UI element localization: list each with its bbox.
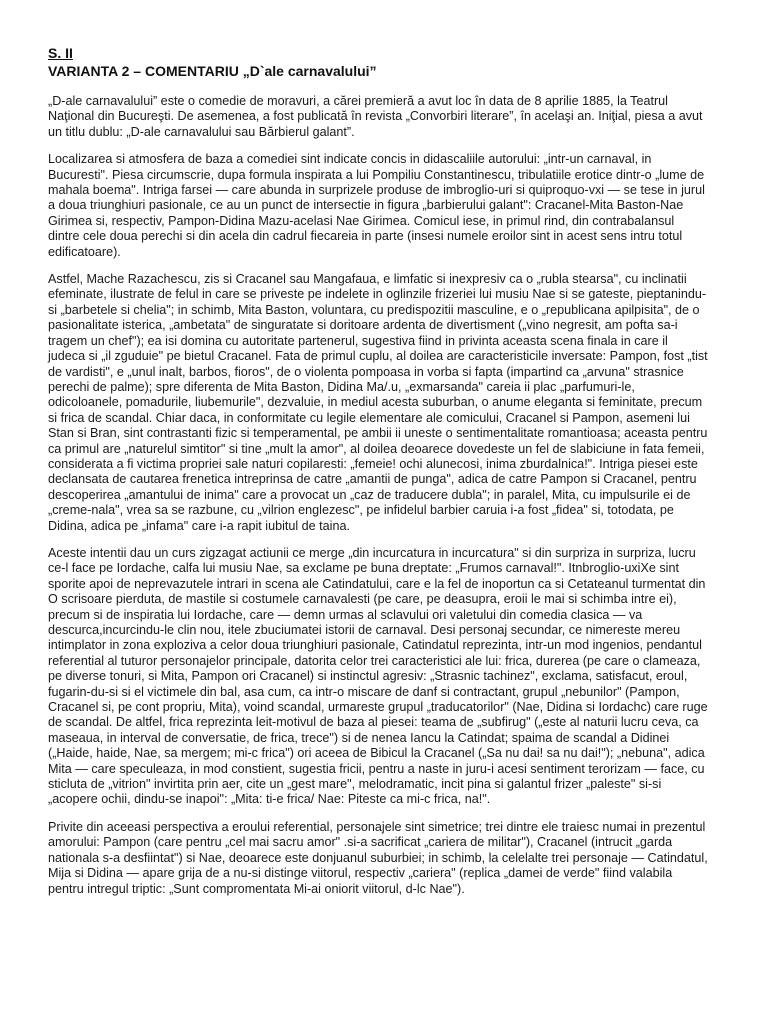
section-label: S. II	[48, 45, 73, 61]
page-title: VARIANTA 2 – COMENTARIU „D`ale carnavalului”	[48, 63, 377, 79]
paragraph-intro: „D-ale carnavalului” este o comedie de moravuri, a cărei premieră a avut loc în data de 8 aprilie 1885, la Teatrul Naţional din Bucureşti. De asemenea, a fost publicată în revista „Convorbiri literare”, în acelaşi an. Iniţial, piesa a avut un titlu dublu: „D-ale carnavalului sau Bărbierul galant”.	[48, 94, 703, 139]
paragraph-symmetry: Privite din aceeasi perspectiva a eroului referential, personajele sint simetrice; trei dintre ele traiesc numai in prezentul amorului: Pampon (care pentru „cel mai sacru amor" .si-a sacrificat „cariera de militar"), Cracanel (intrucit „garda nationala s-a desfiintat") si Nae, deoarece este donjuanul suburbiei; in schimb, la celelalte trei personaje — Catindatul, Mija si Didina — apare grija de a nu-si distinge viitorul, respectiv „cariera" (replica „damei de verde" fiind valabila pentru intregul triptic: „Sunt compromentata Mi-ai oniorit viitorul, d-lc Nae").	[48, 819, 708, 896]
paragraph-intrigue: Aceste intentii dau un curs zigzagat actiunii ce merge „din incurcatura in incurcatura" si din surpriza in surpriza, lucru ce-l face pe Iordache, calfa lui musiu Nae, sa exclame pe buna dreptate: „Frumos carnaval!". Itnbroglio-uxiXe sint sporite apoi de neprevazutele intrari in scena ale Catindatului, care e la fel de inoportun ca si Cetateanul turmentat din O scrisoare pierduta, de mastile si costumele carnavalesti (pe care, pe deasupra, eroii le mai si schimba intre ei), precum si de inspiratia lui Iordache, care — demn urmas al sclavului ori valetului din comedia clasica — va descurca,incurcindu-le clin nou, itele zbuciumatei istorii de carnaval. Desi personaj secundar, ce nimereste mereu intimplator in zona exploziva a celor doua triunghiuri pasionale, Catindatul reprezinta, intr-un mod ingenios, pendantul referential al tuturor personajelor principale, datorita celor trei caracteristici ale lui: frica, durerea (pe care o clameaza, pe diverse tonuri, si Mita, Pampon ori Cracanel) si instinctul agresiv: „Strasnic tachinez", exclama, satisfacut, eroul, fugarin-du-si si el victimele din bal, asa cum, ca intr-o miscare de danf si contractant, grupul „nebunilor" (Pampon, Cracanel si, pe cont propriu, Mita), voind scandal, urmareste grupul „traducatorilor" (Nae, Didina si Iordachc) care ruge de scandal. De altfel, frica reprezinta leit-motivul de baza al piesei: teama de „subfirug" („este al naturii lucru ceva, ca maseaua, in interval de conversatie, de frica, trece") si de nenea Iancu la Catindat; spaima de scandal a Didinei („Haide, haide, Nae, sa mergem; mi-c frica") ori aceea de Bibicul la Cracanel („Sa nu dai! sa nu dai!"); „nebuna", adica Mita — care speculeaza, in mod constient, sugestia fricii, pentru a naste in juru-i acesi sentiment terorizam — face, cu sticluta de „vitrion" invirtita prin aer, cite un „gest mare", melodramatic, incit pina si galantul frizer „paleste" si-si „acopere ochii, dindu-se inapoi": „Mita: ti-e frica/ Nae: Piteste ca mi-c frica, na!".	[48, 545, 708, 807]
paragraph-localization: Localizarea si atmosfera de baza a comediei sint indicate concis in didascaliile autorului: „intr-un carnaval, in Bucuresti". Piesa circumscrie, dupa formula inspirata a lui Pompiliu Constantinescu, tribulatiile erotice dintr-o „lume de mahala boema". Intriga farsei — care abunda in surprizele produse de imbroglio-uri si quiproquo-vxi — se tese in jurul a doua triunghiuri pasionale, ce au un punct de intersectie in figura „barbierului galant": Cracanel-Mita Baston-Nae Girimea si, respectiv, Pampon-Didina Mazu-acelasi Nae Girimea. Comicul iese, in primul rind, din contrabalansul dintre cele doua perechi si din acela din cadrul fiecareia in parte (insesi numele eroilor sint in acest sens intru totul edificatoare).	[48, 152, 705, 259]
paragraph-characters: Astfel, Mache Razachescu, zis si Cracanel sau Mangafaua, e limfatic si inexpresiv ca o „rubla stearsa", cu inclinatii efeminate, ilustrate de felul in care se priveste pe indelete in oglinzile frizeriei lui musiu Nae si se gateste, pieptanindu-si „barbetele si chelia"; in schimb, Mita Baston, voluntara, cu predispozitii masculine, e o „republicana apilpisita", de o pasionalitate isterica, „ambetata" de singuratate si doritoare ardenta de divertisment („vino negresit, am pofta sa-i tragem un chef"); ea isi domina cu autoritate partenerul, sugestiva fiind in privinta aceasta scena finala in care il judeca si „il zguduie" pe bietul Cracanel. Fata de primul cuplu, al doilea are caracteristicile inversate: Pampon, fost „tist de vardisti", e „unul inalt, barbos, fioros", de o violenta pompoasa in vorba si fapta (impartind ca „arvuna" strasnice perechi de palme); spre diferenta de Mita Baston, Didina Ma/.u, „exmarsanda" careia ii plac „parfumuri-le, odicoloanele, pomadurile, liubemurile", dezvaluie, in mediul acesta suburban, o anume eleganta si feminitate, precum si frica de scandal. Chiar daca, in conformitate cu legile elementare ale comicului, Cracanel si Pampon, asemeni lui Stan si Bran, sint contrastanti fizic si temperamental, pe ambii ii uneste o sentimentalitate romantioasa; aceasta pentru ca primul are „naturelul simtitor" si tine „mult la amor", al doilea deoarece dovedeste un fel de slabiciune in fata femeii, considerata a fi victima propriei sale naturi copilaresti: „femeie! ochi alunecosi, inima zburdalnica!". Intriga piesei este declansata de cautarea frenetica intreprinsa de catre „amantii de punga", adica de catre Pampon si Cracanel, pentru descoperirea „amantului de inima" care a provocat un „caz de traducere dubla"; in paralel, Mita, cu impulsurile ei de „creme-nala", vrea sa se razbune, cu „vilrion englezesc", pe infidelul barbier caruia i-a fost „fidea" si, totodata, pe Didina, adica pe „infama" care i-a rapit iubitul de taina.	[48, 272, 708, 533]
